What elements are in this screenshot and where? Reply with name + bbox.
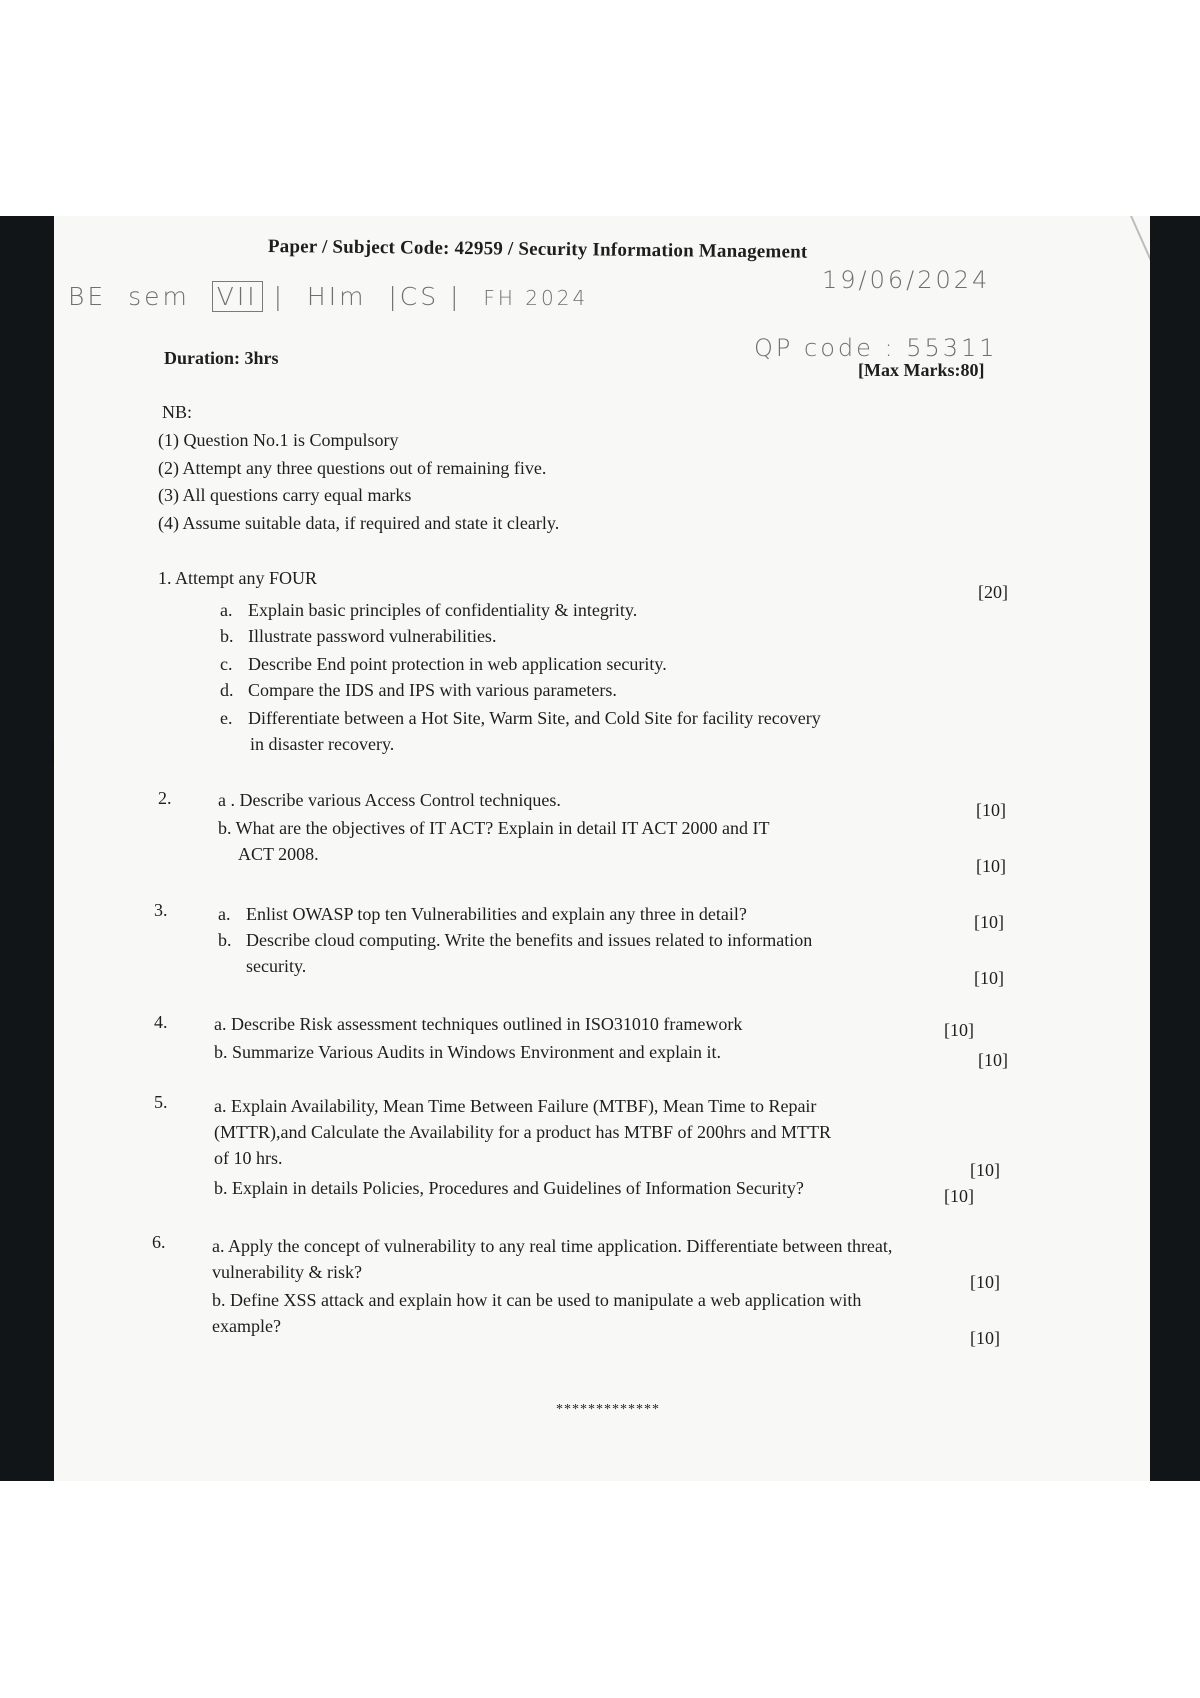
q1-part-b: b. Illustrate password vulnerabilities.	[220, 626, 497, 646]
q3-b-marks: [10]	[974, 968, 1004, 988]
q1-part-c: c. Describe End point protection in web application security.	[220, 654, 667, 674]
q2-number: 2.	[158, 788, 172, 808]
handwritten-course-line: BE sem VII | HIm |CS | FH 2024	[68, 282, 589, 311]
paper-title: Paper / Subject Code: 42959 / Security Information Management	[267, 236, 808, 263]
q1-marks: [20]	[978, 582, 1008, 602]
q1-part-e: e. Differentiate between a Hot Site, Warm Site, and Cold Site for facility recovery	[220, 708, 821, 728]
pen-mark	[1130, 216, 1150, 298]
q6-part-a-cont: vulnerability & risk?	[212, 1262, 362, 1282]
q3-part-b: b. Describe cloud computing. Write the benefits and issues related to information	[218, 930, 813, 950]
q6-part-b: b. Define XSS attack and explain how it can be used to manipulate a web application with	[212, 1290, 862, 1310]
q2-a-marks: [10]	[976, 800, 1006, 820]
q5-part-a: a. Explain Availability, Mean Time Between Failure (MTBF), Mean Time to Repair	[214, 1096, 817, 1116]
q2-part-a: a . Describe various Access Control techniques.	[218, 790, 561, 810]
handwritten-date: 19/06/2024	[822, 266, 991, 294]
q3-number: 3.	[154, 900, 168, 920]
q4-a-marks: [10]	[944, 1020, 974, 1040]
q3-a-marks: [10]	[974, 912, 1004, 932]
q1-part-e-cont: in disaster recovery.	[250, 734, 395, 754]
q5-number: 5.	[154, 1092, 168, 1112]
q3-part-b-cont: security.	[246, 956, 307, 976]
q5-part-a-cont: (MTTR),and Calculate the Availability for a product has MTBF of 200hrs and MTTR	[214, 1122, 832, 1142]
nb-item: (1) Question No.1 is Compulsory	[158, 430, 399, 450]
q6-b-marks: [10]	[970, 1328, 1000, 1348]
exam-paper	[54, 216, 1150, 1481]
nb-item: (4) Assume suitable data, if required and state it clearly.	[158, 513, 560, 533]
q1-heading: 1. Attempt any FOUR	[158, 568, 318, 588]
q3-part-a: a. Enlist OWASP top ten Vulnerabilities and explain any three in detail?	[218, 904, 747, 924]
q6-part-b-cont: example?	[212, 1316, 281, 1336]
q5-part-a-cont2: of 10 hrs.	[214, 1148, 283, 1168]
q1-part-a: a. Explain basic principles of confidentiality & integrity.	[220, 600, 638, 620]
end-stars: *************	[556, 1402, 660, 1417]
q5-b-marks: [10]	[944, 1186, 974, 1206]
max-marks: [Max Marks:80]	[858, 360, 985, 380]
nb-heading: NB:	[162, 402, 193, 422]
nb-item: (2) Attempt any three questions out of remaining five.	[158, 458, 547, 478]
q4-b-marks: [10]	[978, 1050, 1008, 1070]
q5-a-marks: [10]	[970, 1160, 1000, 1180]
q6-part-a: a. Apply the concept of vulnerability to any real time application. Differentiate between threat,	[212, 1236, 893, 1256]
q2-part-b: b. What are the objectives of IT ACT? Explain in detail IT ACT 2000 and IT	[218, 818, 770, 838]
q2-part-b-cont: ACT 2008.	[238, 844, 319, 864]
q6-a-marks: [10]	[970, 1272, 1000, 1292]
q4-part-a: a. Describe Risk assessment techniques outlined in ISO31010 framework	[214, 1014, 743, 1034]
q2-b-marks: [10]	[976, 856, 1006, 876]
q6-number: 6.	[152, 1232, 166, 1252]
q5-part-b: b. Explain in details Policies, Procedures and Guidelines of Information Security?	[214, 1178, 804, 1198]
handwritten-qp-code: QP code : 55311	[754, 334, 998, 362]
duration: Duration: 3hrs	[164, 348, 279, 368]
nb-item: (3) All questions carry equal marks	[158, 485, 412, 505]
q1-part-d: d. Compare the IDS and IPS with various parameters.	[220, 680, 617, 700]
q4-number: 4.	[154, 1012, 168, 1032]
q4-part-b: b. Summarize Various Audits in Windows Environment and explain it.	[214, 1042, 722, 1062]
